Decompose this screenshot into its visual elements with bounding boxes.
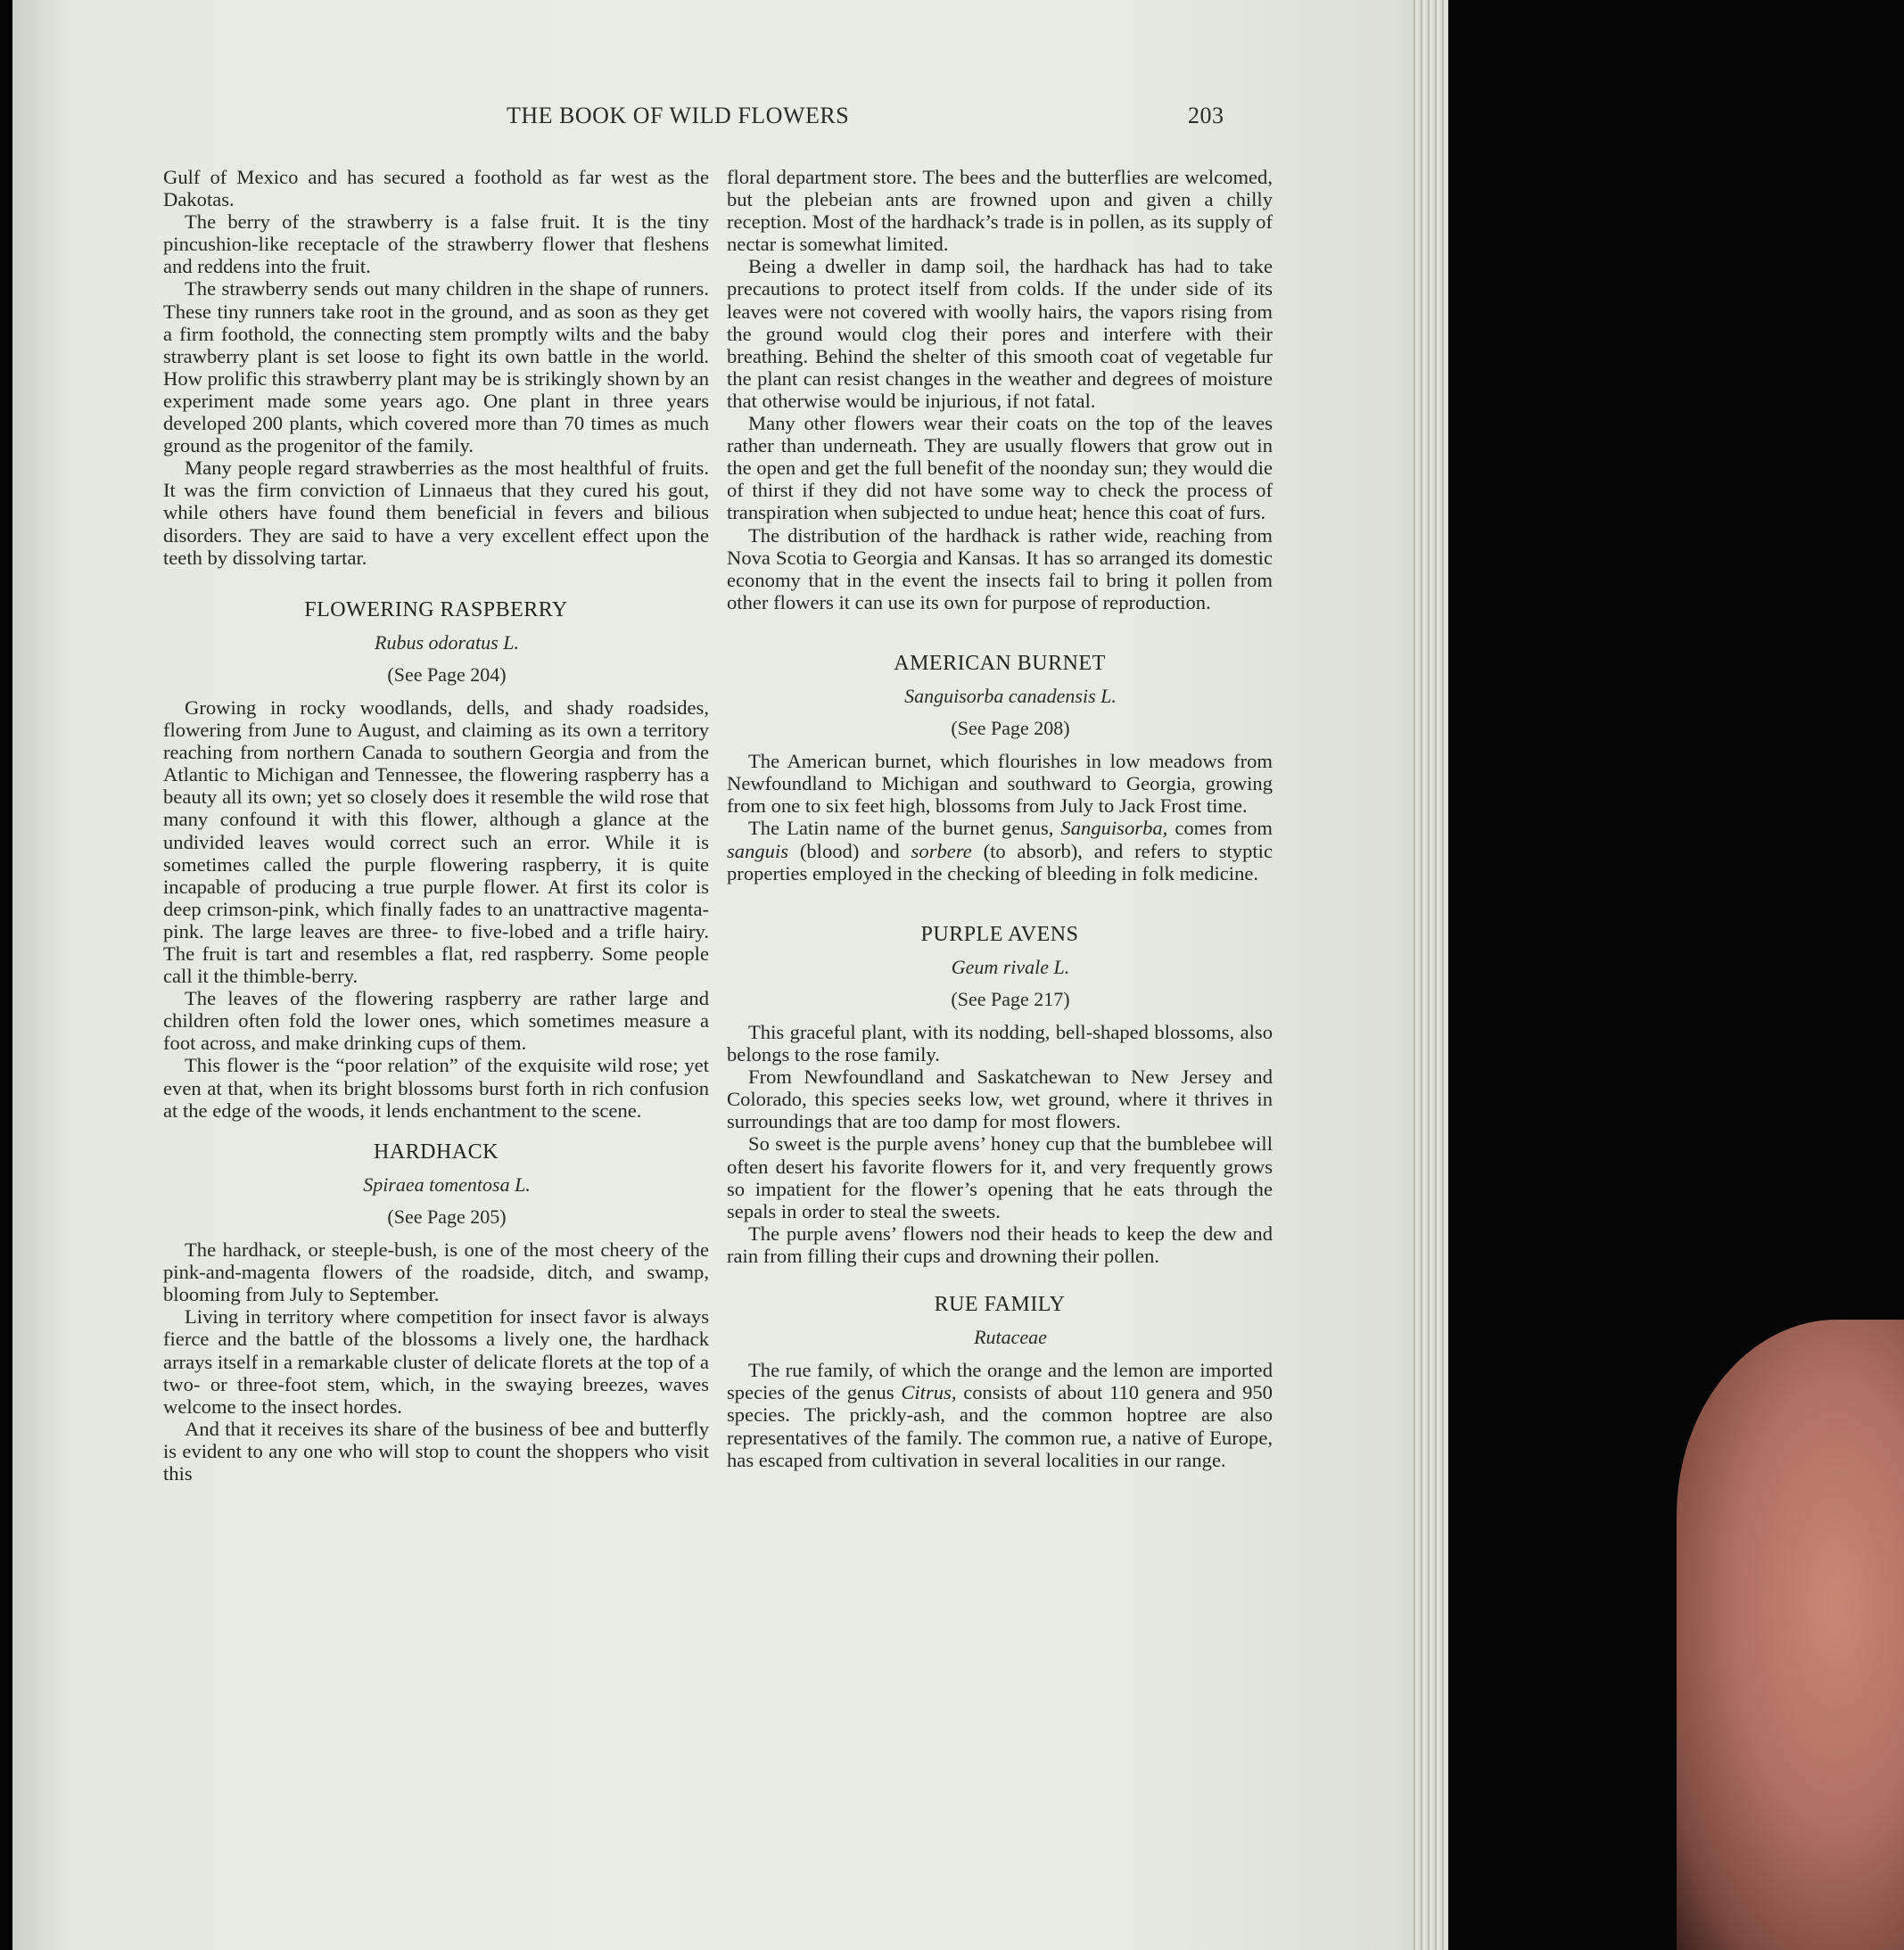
paragraph: The leaves of the flowering raspberry are rather large and children often fold the lower ones, which sometimes measure a foot across, and make drinking cups of them.	[163, 987, 709, 1055]
page-reference: (See Page 208)	[951, 717, 1070, 740]
text-run: The Latin name of the burnet genus,	[748, 817, 1061, 840]
paragraph: The distribution of the hardhack is rather wide, reaching from Nova Scotia to Georgia and Kansas. It has so arranged its domestic economy that in the event the insects fail to bring it pollen from other flowers it can use its own for purpose of reproduction.	[727, 523, 1273, 613]
paragraph: The purple avens’ flowers nod their heads to keep the dew and rain from filling their cups and drowning their pollen.	[727, 1222, 1273, 1267]
page-reference: (See Page 217)	[951, 987, 1070, 1010]
paragraph: The strawberry sends out many children in the shape of runners. These tiny runners take root in the ground, and as soon as they get a firm foothold, the connecting stem promptly wilts and the baby strawberry plant is set loose to fight its own battle in the world. How prolific this strawberry plant may be is strikingly shown by an experiment made some years ago. One plant in three years developed 200 plants, which covered more than 70 times as much ground as the progenitor of the family.	[163, 277, 709, 457]
section-title-purple-avens: PURPLE AVENS	[920, 922, 1079, 946]
paragraph: And that it receives its share of the business of bee and butterfly is evident to any one who will stop to count the shoppers who visit this	[163, 1417, 709, 1485]
italic-run: Citrus,	[901, 1381, 957, 1404]
italic-run: sorbere	[911, 839, 972, 862]
paragraph: floral department store. The bees and the butterflies are welcomed, but the plebeian ants are frowned upon and given a chilly reception. Most of the hardhack’s trade is in pollen, as its supply of nectar is somewhat limited.	[727, 166, 1273, 256]
page-number: 203	[1188, 103, 1224, 128]
text-run: consists of about 110 genera and 950 species. The prickly-ash, and the common hoptree are also representatives of the family. The common rue, a native of Europe, has escaped from cultivation in several localities in our range.	[727, 1381, 1273, 1471]
text-run: (to absorb), and refers to styptic properties employed in the checking of bleeding in folk medicine.	[727, 839, 1273, 884]
paragraph: Many people regard strawberries as the most healthful of fruits. It was the firm conviction of Linnaeus that they cured his gout, while others have found them beneficial in fevers and bilious disorders. They are said to have a very excellent effect upon the teeth by dissolving tartar.	[163, 457, 709, 569]
left-column	[163, 166, 709, 1485]
section-title-american-burnet: AMERICAN BURNET	[894, 651, 1106, 675]
paragraph: From Newfoundland and Saskatchewan to New Jersey and Colorado, this species seeks low, wet ground, where it thrives in surroundings that are too damp for most flowers.	[727, 1066, 1273, 1133]
paragraph: The hardhack, or steeple-bush, is one of the most cheery of the pink-and-magenta flowers of the roadside, ditch, and swamp, blooming from July to September.	[163, 1238, 709, 1306]
paragraph: Gulf of Mexico and has secured a foothold as far west as the Dakotas.	[163, 166, 709, 211]
paragraph: This graceful plant, with its nodding, bell-shaped blossoms, also belongs to the rose family.	[727, 1021, 1273, 1066]
page-reference: (See Page 204)	[387, 662, 507, 686]
page-stack-edge	[1411, 0, 1448, 1950]
italic-run: sanguis	[727, 839, 789, 862]
latin-name: Rubus odoratus L.	[375, 630, 519, 654]
text-run: comes from	[1167, 817, 1273, 840]
section-title-hardhack: HARDHACK	[373, 1140, 499, 1164]
paragraph: So sweet is the purple avens’ honey cup that the bumblebee will often desert his favorite flowers for it, and very frequently grows so impatient for the flower’s opening that he eats through the sepals in order to steal the sweets.	[727, 1132, 1273, 1222]
italic-run: Sanguisorba,	[1060, 817, 1168, 840]
paragraph: Living in territory where competition for insect favor is always fierce and the battle of the blossoms a lively one, the hardhack arrays itself in a remarkable cluster of delicate florets at the top of a two- or three-foot stem, which, in the swaying breezes, waves welcome to the insect hordes.	[163, 1305, 709, 1418]
paragraph: Growing in rocky woodlands, dells, and shady roadsides, flowering from June to August, and claiming as its own a territory reaching from northern Canada to southern Georgia and from the Atlantic to Michigan and Tennessee, the flowering raspberry has a beauty all its own; yet so closely does it resemble the wild rose that many confound it with this flower, although a glance at the undivided leaves would correct such an error. While it is sometimes called the purple flowering raspberry, it is quite incapable of producing a true purple flower. At first its color is deep crimson-pink, which finally fades to an unattractive magenta-pink. The large leaves are three- to five-lobed and a trifle hairy. The fruit is tart and resembles a flat, red raspberry. Some people call it the thimble-berry.	[163, 695, 709, 988]
paragraph	[727, 1359, 1273, 1470]
text-run: The rue family, of which the orange and the lemon are imported species of the genus	[727, 1359, 1273, 1404]
paragraph: The American burnet, which flourishes in low meadows from Newfoundland to Michigan and southward to Georgia, growing from one to six feet high, blossoms from July to Jack Frost time.	[727, 750, 1273, 818]
latin-name: Spiraea tomentosa L.	[363, 1172, 531, 1196]
latin-name: Geum rivale L.	[951, 955, 1070, 978]
paragraph	[727, 817, 1273, 884]
section-title-rue-family: RUE FAMILY	[934, 1293, 1066, 1317]
paragraph: Being a dweller in damp soil, the hardhack has had to take precautions to protect itself from colds. If the under side of its leaves were not covered with woolly hairs, the vapors rising from the ground would clog their pores and interfere with their breathing. Behind the shelter of this smooth coat of vegetable fur the plant can resist changes in the weather and degrees of moisture that otherwise would be injurious, if not fatal.	[727, 255, 1273, 412]
latin-name: Rutaceae	[974, 1326, 1047, 1349]
hand-holding-book	[1677, 1320, 1904, 1950]
section-title-flowering-raspberry: FLOWERING RASPBERRY	[304, 597, 568, 621]
page-reference: (See Page 205)	[387, 1205, 507, 1228]
latin-name: Sanguisorba canadensis L.	[904, 684, 1117, 707]
text-run: (blood) and	[788, 839, 911, 862]
running-head-title: THE BOOK OF WILD FLOWERS	[507, 103, 850, 128]
paragraph: This flower is the “poor relation” of the exquisite wild rose; yet even at that, when its bright blossoms burst forth in rich confusion at the edge of the woods, it lends enchantment to the scene.	[163, 1054, 709, 1122]
paragraph: Many other flowers wear their coats on the top of the leaves rather than underneath. They are usually flowers that grow out in the open and get the full benefit of the noonday sun; they would die of thirst if they did not have some way to check the process of transpiration when subjected to undue heat; hence this coat of furs.	[727, 412, 1273, 524]
right-column	[727, 166, 1273, 1471]
paragraph: The berry of the strawberry is a false fruit. It is the tiny pincushion-like receptacle of the strawberry flower that fleshens and reddens into the fruit.	[163, 210, 709, 278]
